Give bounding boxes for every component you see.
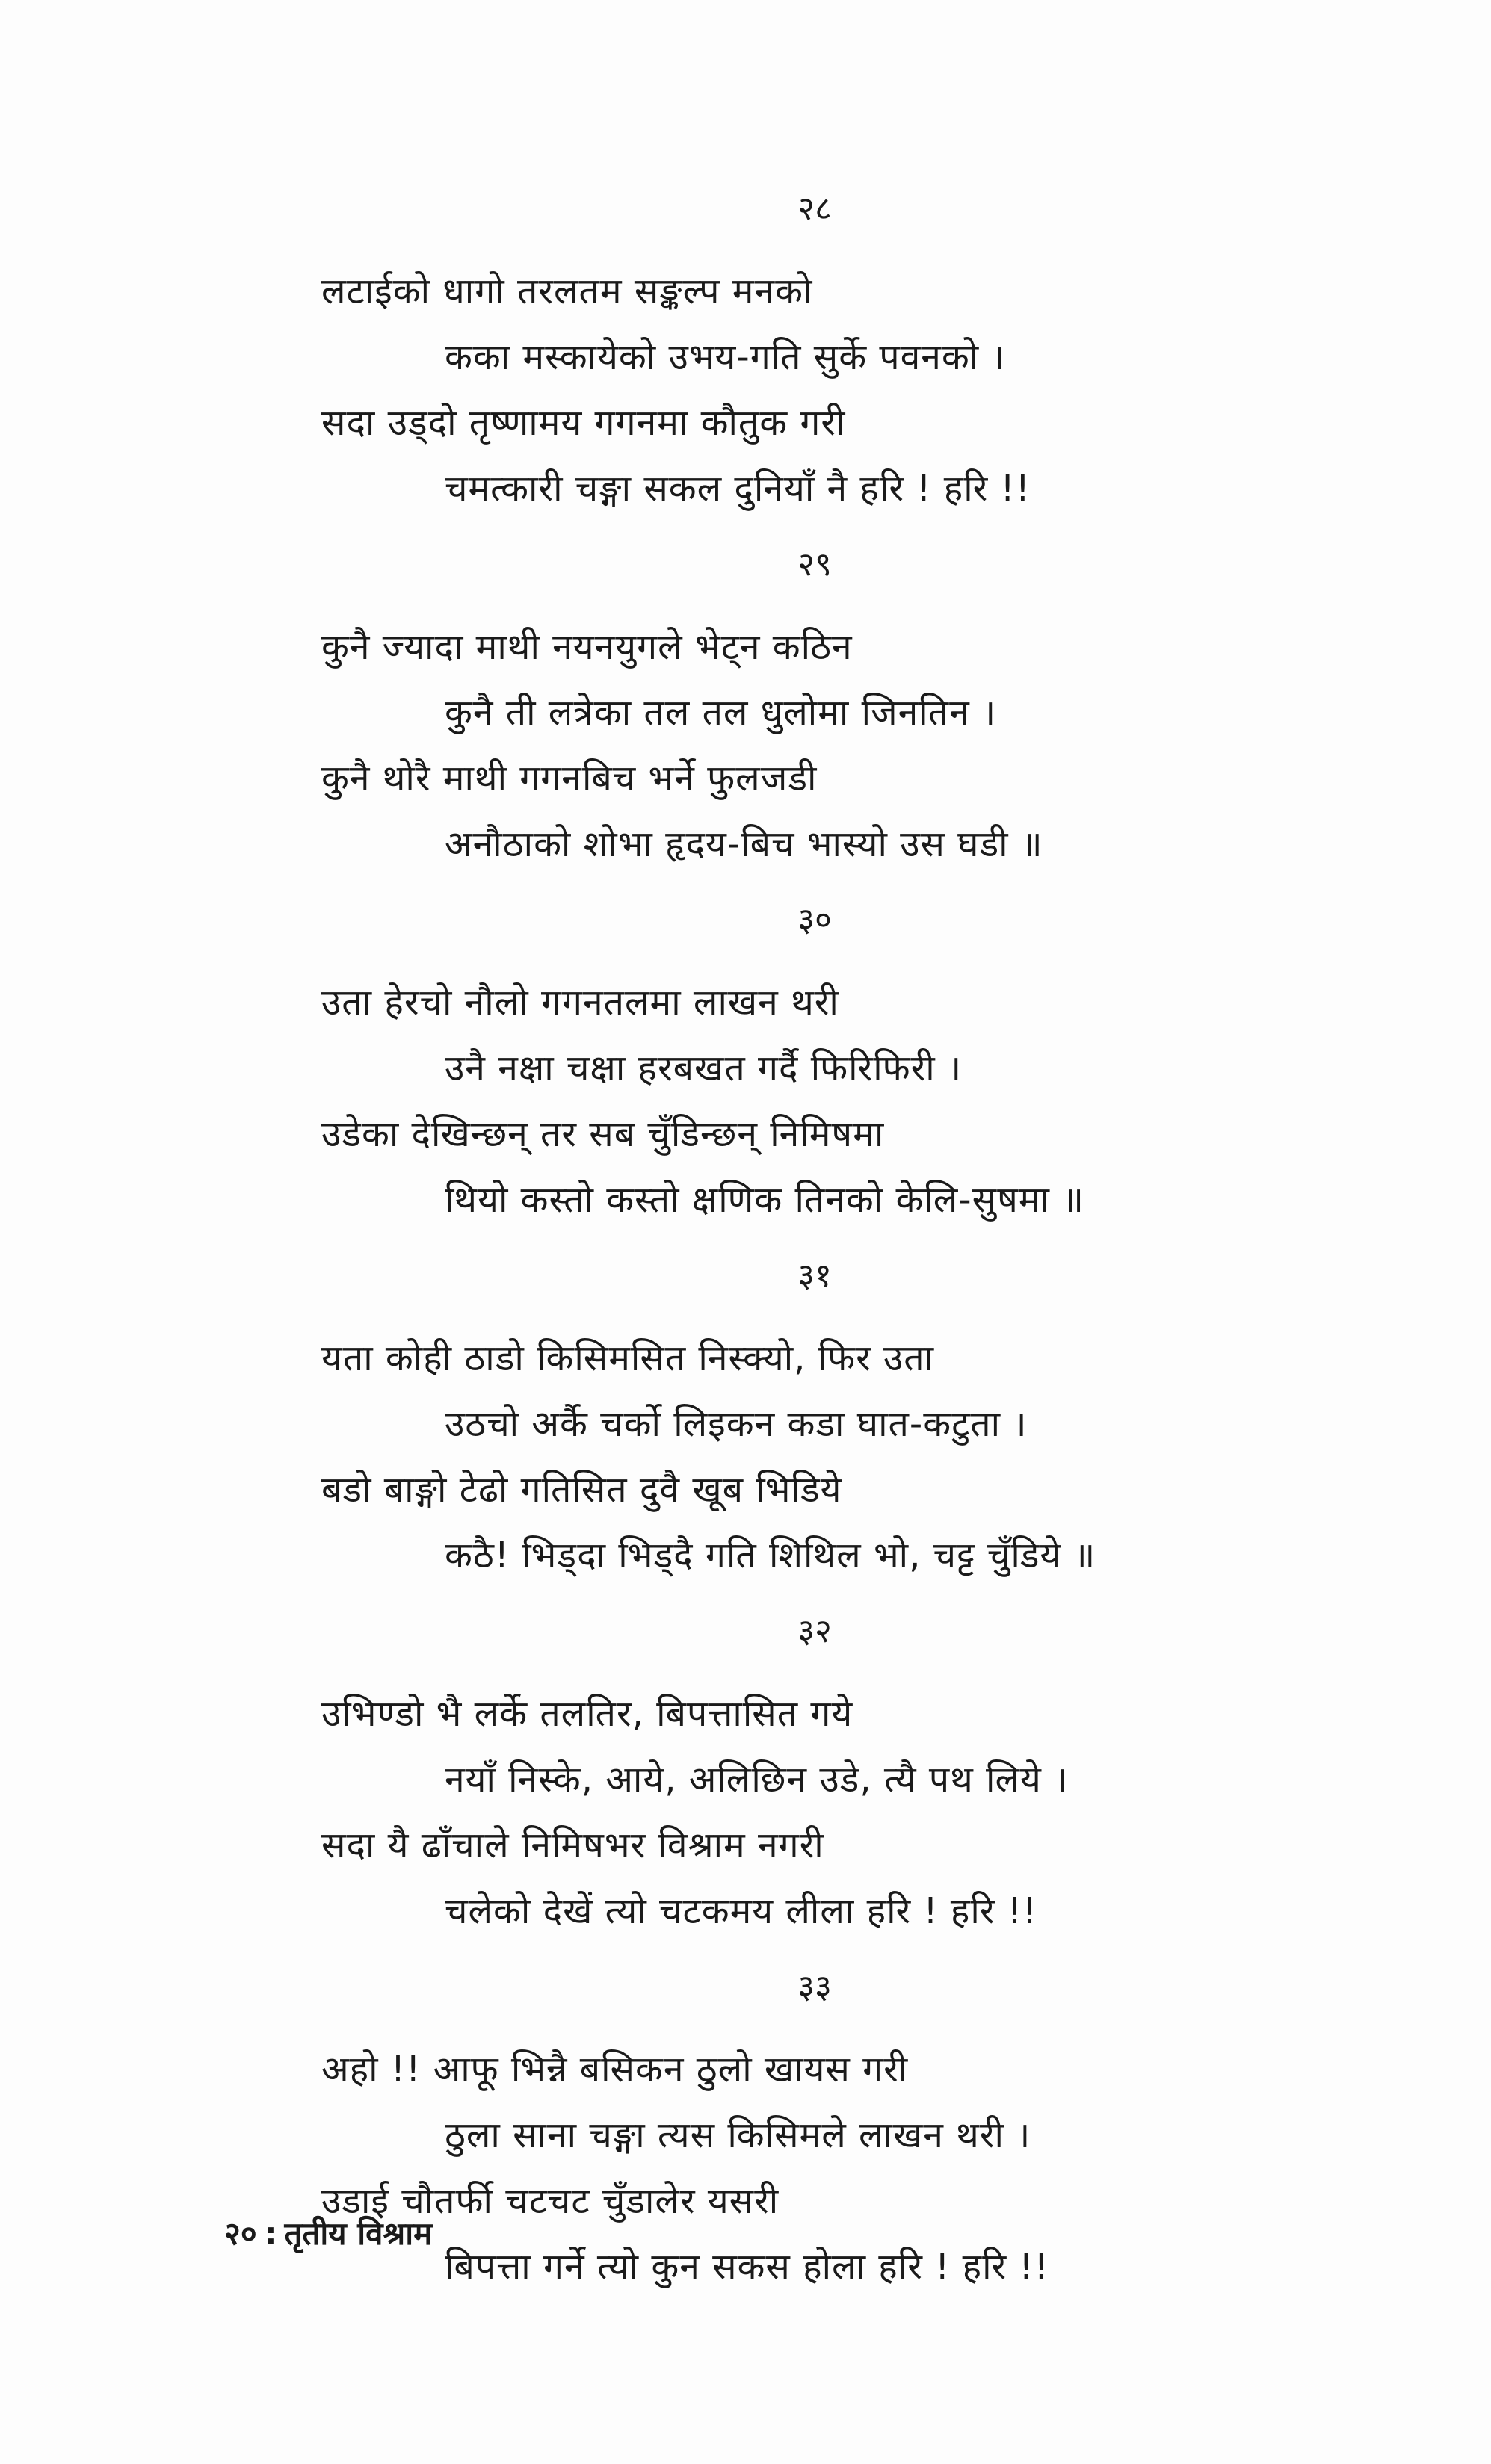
- page-footer: [224, 2211, 432, 2256]
- verse-line: सदा उड्दो तृष्णामय गगनमा कौतुक गरी: [321, 402, 846, 444]
- verse-line: कुनै ती लत्रेका तल तल धुलोमा जिनतिन ।: [445, 692, 997, 734]
- verse-line: सदा यै ढाँचाले निमिषभर विश्राम नगरी: [321, 1824, 824, 1866]
- verse-line: थियो कस्तो कस्तो क्षणिक तिनको केलि-सुषमा ॥: [445, 1179, 1084, 1221]
- verse-line: कुनै ज्यादा माथी नयनयुगले भेट्न कठिन: [321, 626, 853, 668]
- verse-line: लटाईको धागो तरलतम सङ्कल्प मनको: [321, 270, 813, 312]
- verse-line: अनौठाको शोभा हृदय-बिच भास्यो उस घडी ॥: [445, 823, 1043, 865]
- verse-number: ३०: [797, 901, 832, 939]
- poem-body: [321, 179, 1278, 2300]
- verse-line: चलेको देखें त्यो चटकमय लीला हरि ! हरि !!: [445, 1890, 1038, 1932]
- verse-line: उठचो अर्कै चर्को लिइकन कडा घात-कटुता ।: [445, 1403, 1028, 1445]
- verse-line: उडाई चौतर्फी चटचट चुँडालेर यसरी: [321, 2180, 780, 2222]
- verse-line: कठै! भिड्दा भिड्दै गति शिथिल भो, चट्ट चुँडिये ॥: [445, 1535, 1096, 1576]
- verse-line: कका मस्कायेको उभय-गति सुर्के पवनको ।: [445, 336, 1006, 378]
- page-number: २०: [224, 2215, 257, 2252]
- verse-line: यता कोही ठाडो किसिमसित निस्क्यो, फिर उता: [321, 1337, 935, 1379]
- verse-line: उनै नक्षा चक्षा हरबखत गर्दै फिरिफिरी ।: [445, 1047, 963, 1089]
- verse-line: कुनै थोरै माथी गगनबिच भर्ने फुलजडी: [321, 758, 818, 799]
- verse-line: उता हेरचो नौलो गगनतलमा लाखन थरी: [321, 982, 839, 1024]
- verse-number: २८: [797, 190, 832, 228]
- verse-line: अहो !! आफू भिन्नै बसिकन ठुलो खायस गरी: [321, 2049, 909, 2090]
- verse-line: उडेका देखिन्छन् तर सब चुँडिन्छन् निमिषमा: [321, 1113, 885, 1155]
- section-title: तृतीय विश्राम: [284, 2215, 433, 2252]
- verse-line: चमत्कारी चङ्गा सकल दुनियाँ नै हरि ! हरि !!: [445, 468, 1031, 510]
- verse-number: ३२: [797, 1612, 832, 1650]
- verse-number: २९: [797, 545, 832, 584]
- verse-line: बडो बाङ्गो टेढो गतिसित दुवै खूब भिडिये: [321, 1469, 842, 1511]
- verse-line: ठुला साना चङ्गा त्यस किसिमले लाखन थरी ।: [445, 2114, 1031, 2156]
- verse-number: ३३: [797, 1968, 832, 2006]
- footer-separator: :: [264, 2215, 277, 2252]
- verse-number: ३१: [797, 1257, 832, 1295]
- verse-line: उभिण्डो भै लर्के तलतिर, बिपत्तासित गये: [321, 1693, 853, 1735]
- verse-line: नयाँ निस्के, आये, अलिछिन उडे, त्यै पथ लिये ।: [445, 1759, 1069, 1801]
- verse-line: बिपत्ता गर्ने त्यो कुन सकस होला हरि ! हरि !!: [445, 2246, 1049, 2288]
